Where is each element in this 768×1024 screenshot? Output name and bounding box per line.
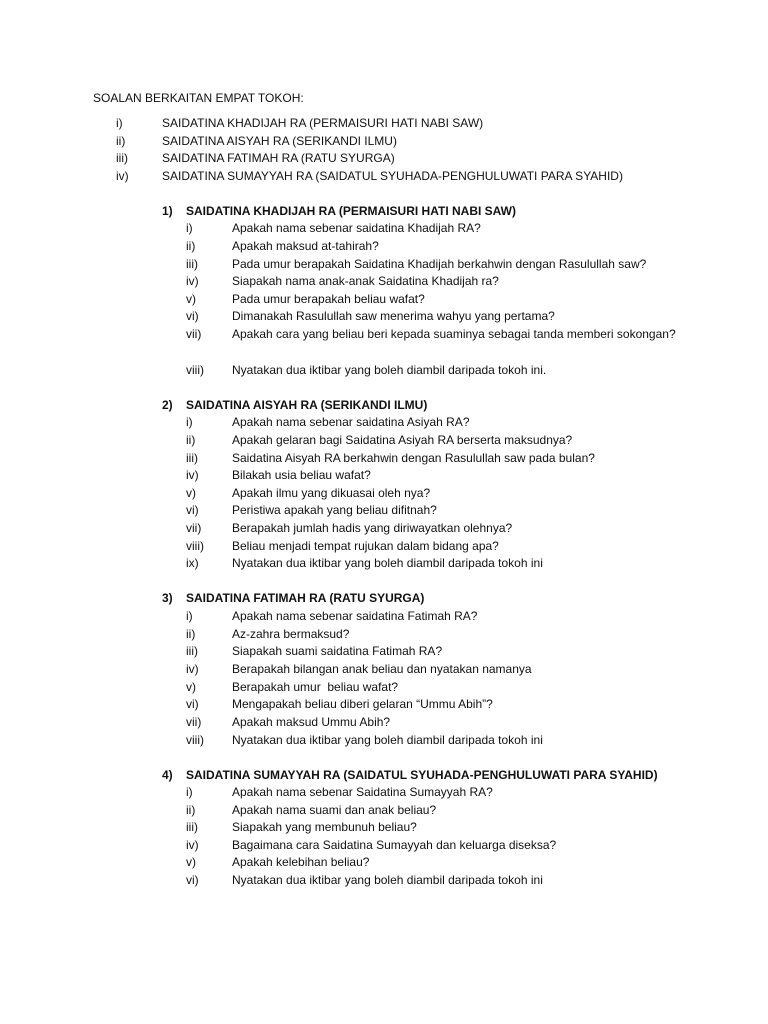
question-text: Bilakah usia beliau wafat? bbox=[232, 468, 371, 482]
section-heading bbox=[162, 396, 427, 414]
tokoh-list-item: SAIDATINA SUMAYYAH RA (SAIDATUL SYUHADA-PENGHULUWATI PARA SYAHID) bbox=[162, 169, 623, 183]
question-number: i) bbox=[186, 415, 193, 429]
question-number: ii) bbox=[186, 803, 196, 817]
question-number: v) bbox=[186, 680, 196, 694]
section-title: SAIDATINA KHADIJAH RA (PERMAISURI HATI NABI SAW) bbox=[186, 204, 516, 218]
question-number: v) bbox=[186, 486, 196, 500]
section-title: SAIDATINA SUMAYYAH RA (SAIDATUL SYUHADA-PENGHULUWATI PARA SYAHID) bbox=[186, 768, 658, 782]
section-number: 2) bbox=[162, 398, 173, 412]
tokoh-list-item: SAIDATINA KHADIJAH RA (PERMAISURI HATI NABI SAW) bbox=[162, 116, 484, 130]
question-number: vi) bbox=[186, 309, 199, 323]
section-number: 4) bbox=[162, 768, 173, 782]
question-text: Siapakah suami saidatina Fatimah RA? bbox=[232, 644, 443, 658]
question-text: Nyatakan dua iktibar yang boleh diambil daripada tokoh ini bbox=[232, 556, 543, 570]
question-text: Apakah nama sebenar saidatina Fatimah RA? bbox=[232, 609, 478, 623]
question-number: v) bbox=[186, 292, 196, 306]
question-text: Saidatina Aisyah RA berkahwin dengan Rasulullah saw pada bulan? bbox=[232, 451, 595, 465]
question-text: Dimanakah Rasulullah saw menerima wahyu yang pertama? bbox=[232, 309, 555, 323]
question-text: Beliau menjadi tempat rujukan dalam bidang apa? bbox=[232, 539, 499, 553]
tokoh-list-number: i) bbox=[116, 116, 123, 130]
document-title: SOALAN BERKAITAN EMPAT TOKOH: bbox=[93, 91, 304, 105]
question-number: ix) bbox=[186, 556, 199, 570]
question-number: vii) bbox=[186, 715, 202, 729]
question-number: i) bbox=[186, 221, 193, 235]
tokoh-list-number: iv) bbox=[116, 169, 129, 183]
question-text: Apakah kelebihan beliau? bbox=[232, 855, 370, 869]
question-text: Siapakah nama anak-anak Saidatina Khadijah ra? bbox=[232, 274, 499, 288]
section-title: SAIDATINA FATIMAH RA (RATU SYURGA) bbox=[186, 591, 425, 605]
section-number: 1) bbox=[162, 204, 173, 218]
question-text: Apakah nama sebenar saidatina Khadijah RA? bbox=[232, 221, 481, 235]
question-number: iii) bbox=[186, 451, 198, 465]
question-text: Nyatakan dua iktibar yang boleh diambil daripada tokoh ini bbox=[232, 873, 543, 887]
question-number: i) bbox=[186, 609, 193, 623]
question-text: Peristiwa apakah yang beliau difitnah? bbox=[232, 503, 437, 517]
question-text: Apakah maksud Ummu Abih? bbox=[232, 715, 391, 729]
tokoh-list-number: ii) bbox=[116, 134, 126, 148]
question-number: iii) bbox=[186, 820, 198, 834]
question-text: Siapakah yang membunuh beliau? bbox=[232, 820, 417, 834]
question-number: iv) bbox=[186, 274, 199, 288]
question-text: Pada umur berapakah Saidatina Khadijah berkahwin dengan Rasulullah saw? bbox=[232, 257, 647, 271]
question-number: i) bbox=[186, 785, 193, 799]
section-number: 3) bbox=[162, 591, 173, 605]
question-text: Apakah gelaran bagi Saidatina Asiyah RA berserta maksudnya? bbox=[232, 433, 573, 447]
question-text: Pada umur berapakah beliau wafat? bbox=[232, 292, 425, 306]
question-number: vi) bbox=[186, 873, 199, 887]
question-number: iv) bbox=[186, 468, 199, 482]
question-number: vi) bbox=[186, 697, 199, 711]
section-heading bbox=[162, 766, 658, 784]
question-text: Bagaimana cara Saidatina Sumayyah dan keluarga diseksa? bbox=[232, 838, 557, 852]
question-number: vii) bbox=[186, 327, 202, 341]
question-text: Berapakah jumlah hadis yang diriwayatkan olehnya? bbox=[232, 521, 513, 535]
question-text: Apakah nama sebenar saidatina Asiyah RA? bbox=[232, 415, 470, 429]
question-text: Apakah nama sebenar Saidatina Sumayyah RA? bbox=[232, 785, 493, 799]
question-number: vii) bbox=[186, 521, 202, 535]
section-heading bbox=[162, 589, 424, 607]
tokoh-list-item: SAIDATINA AISYAH RA (SERIKANDI ILMU) bbox=[162, 134, 397, 148]
question-number: iv) bbox=[186, 662, 199, 676]
question-text: Apakah ilmu yang dikuasai oleh nya? bbox=[232, 486, 431, 500]
section-heading bbox=[162, 202, 516, 220]
tokoh-list-item: SAIDATINA FATIMAH RA (RATU SYURGA) bbox=[162, 151, 395, 165]
question-text: Mengapakah beliau diberi gelaran “Ummu Abih”? bbox=[232, 697, 493, 711]
question-number: viii) bbox=[186, 363, 204, 377]
question-text: Nyatakan dua iktibar yang boleh diambil daripada tokoh ini bbox=[232, 733, 543, 747]
question-text: Berapakah bilangan anak beliau dan nyatakan namanya bbox=[232, 662, 532, 676]
question-number: v) bbox=[186, 855, 196, 869]
question-number: iii) bbox=[186, 644, 198, 658]
question-text: Berapakah umur beliau wafat? bbox=[232, 680, 399, 694]
question-number: ii) bbox=[186, 239, 196, 253]
question-text: Nyatakan dua iktibar yang boleh diambil daripada tokoh ini. bbox=[232, 363, 547, 377]
question-number: viii) bbox=[186, 539, 204, 553]
question-number: ii) bbox=[186, 433, 196, 447]
question-number: iii) bbox=[186, 257, 198, 271]
question-number: ii) bbox=[186, 627, 196, 641]
question-text: Apakah maksud at-tahirah? bbox=[232, 239, 379, 253]
question-text: Apakah nama suami dan anak beliau? bbox=[232, 803, 437, 817]
section-title: SAIDATINA AISYAH RA (SERIKANDI ILMU) bbox=[186, 398, 428, 412]
question-number: iv) bbox=[186, 838, 199, 852]
question-text: Az-zahra bermaksud? bbox=[232, 627, 350, 641]
question-number: viii) bbox=[186, 733, 204, 747]
question-text: Apakah cara yang beliau beri kepada suaminya sebagai tanda memberi sokongan? bbox=[232, 327, 676, 341]
tokoh-list-number: iii) bbox=[116, 151, 128, 165]
question-number: vi) bbox=[186, 503, 199, 517]
